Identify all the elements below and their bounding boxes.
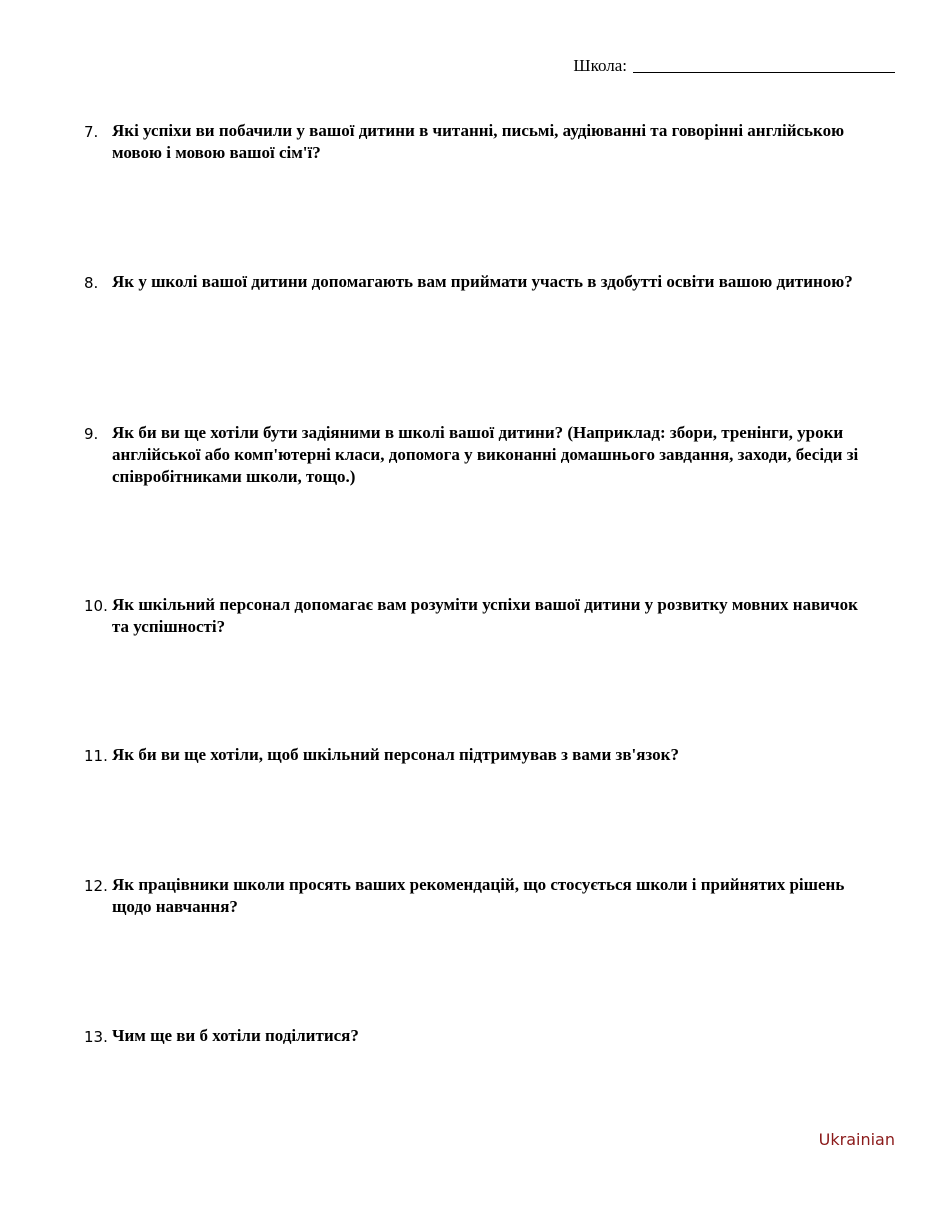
question-12 [84,874,874,918]
question-text: Як у школі вашої дитини допомагають вам приймати участь в здобутті освіти вашою дитиною? [112,272,853,291]
question-text: Які успіхи ви побачили у вашої дитини в читанні, письмі, аудіюванні та говорінні англійською мовою і мовою вашої сім'ї? [112,121,845,162]
question-text: Як шкільний персонал допомагає вам розуміти успіхи вашої дитини у розвитку мовних навичок та успішності? [112,595,858,636]
question-9 [84,422,874,488]
school-label: Школа: [573,56,627,75]
question-number: 10. [84,597,108,615]
question-number: 8. [84,274,99,292]
question-10 [84,594,874,638]
school-blank-line[interactable] [633,72,895,73]
question-11 [84,744,874,767]
question-number: 9. [84,425,99,443]
question-text: Чим ще ви б хотіли поділитися? [112,1026,359,1045]
question-number: 11. [84,747,108,765]
question-text: Як би ви ще хотіли бути задіяними в школі вашої дитини? (Наприклад: збори, тренінги, уроки англійської або комп'ютерні класи, допомога у виконанні домашнього завдання, заходи, бесіди зі співробітниками школи, тощо.) [112,423,859,486]
question-7 [84,120,874,164]
question-number: 7. [84,123,99,141]
question-number: 13. [84,1028,108,1046]
question-number: 12. [84,877,108,895]
question-text: Як би ви ще хотіли, щоб шкільний персонал підтримував з вами зв'язок? [112,745,679,764]
school-field [573,56,895,76]
question-13 [84,1025,874,1048]
question-8 [84,271,874,294]
language-label: Ukrainian [818,1130,895,1149]
question-text: Як працівники школи просять ваших рекомендацій, що стосується школи і прийнятих рішень щодо навчання? [112,875,845,916]
